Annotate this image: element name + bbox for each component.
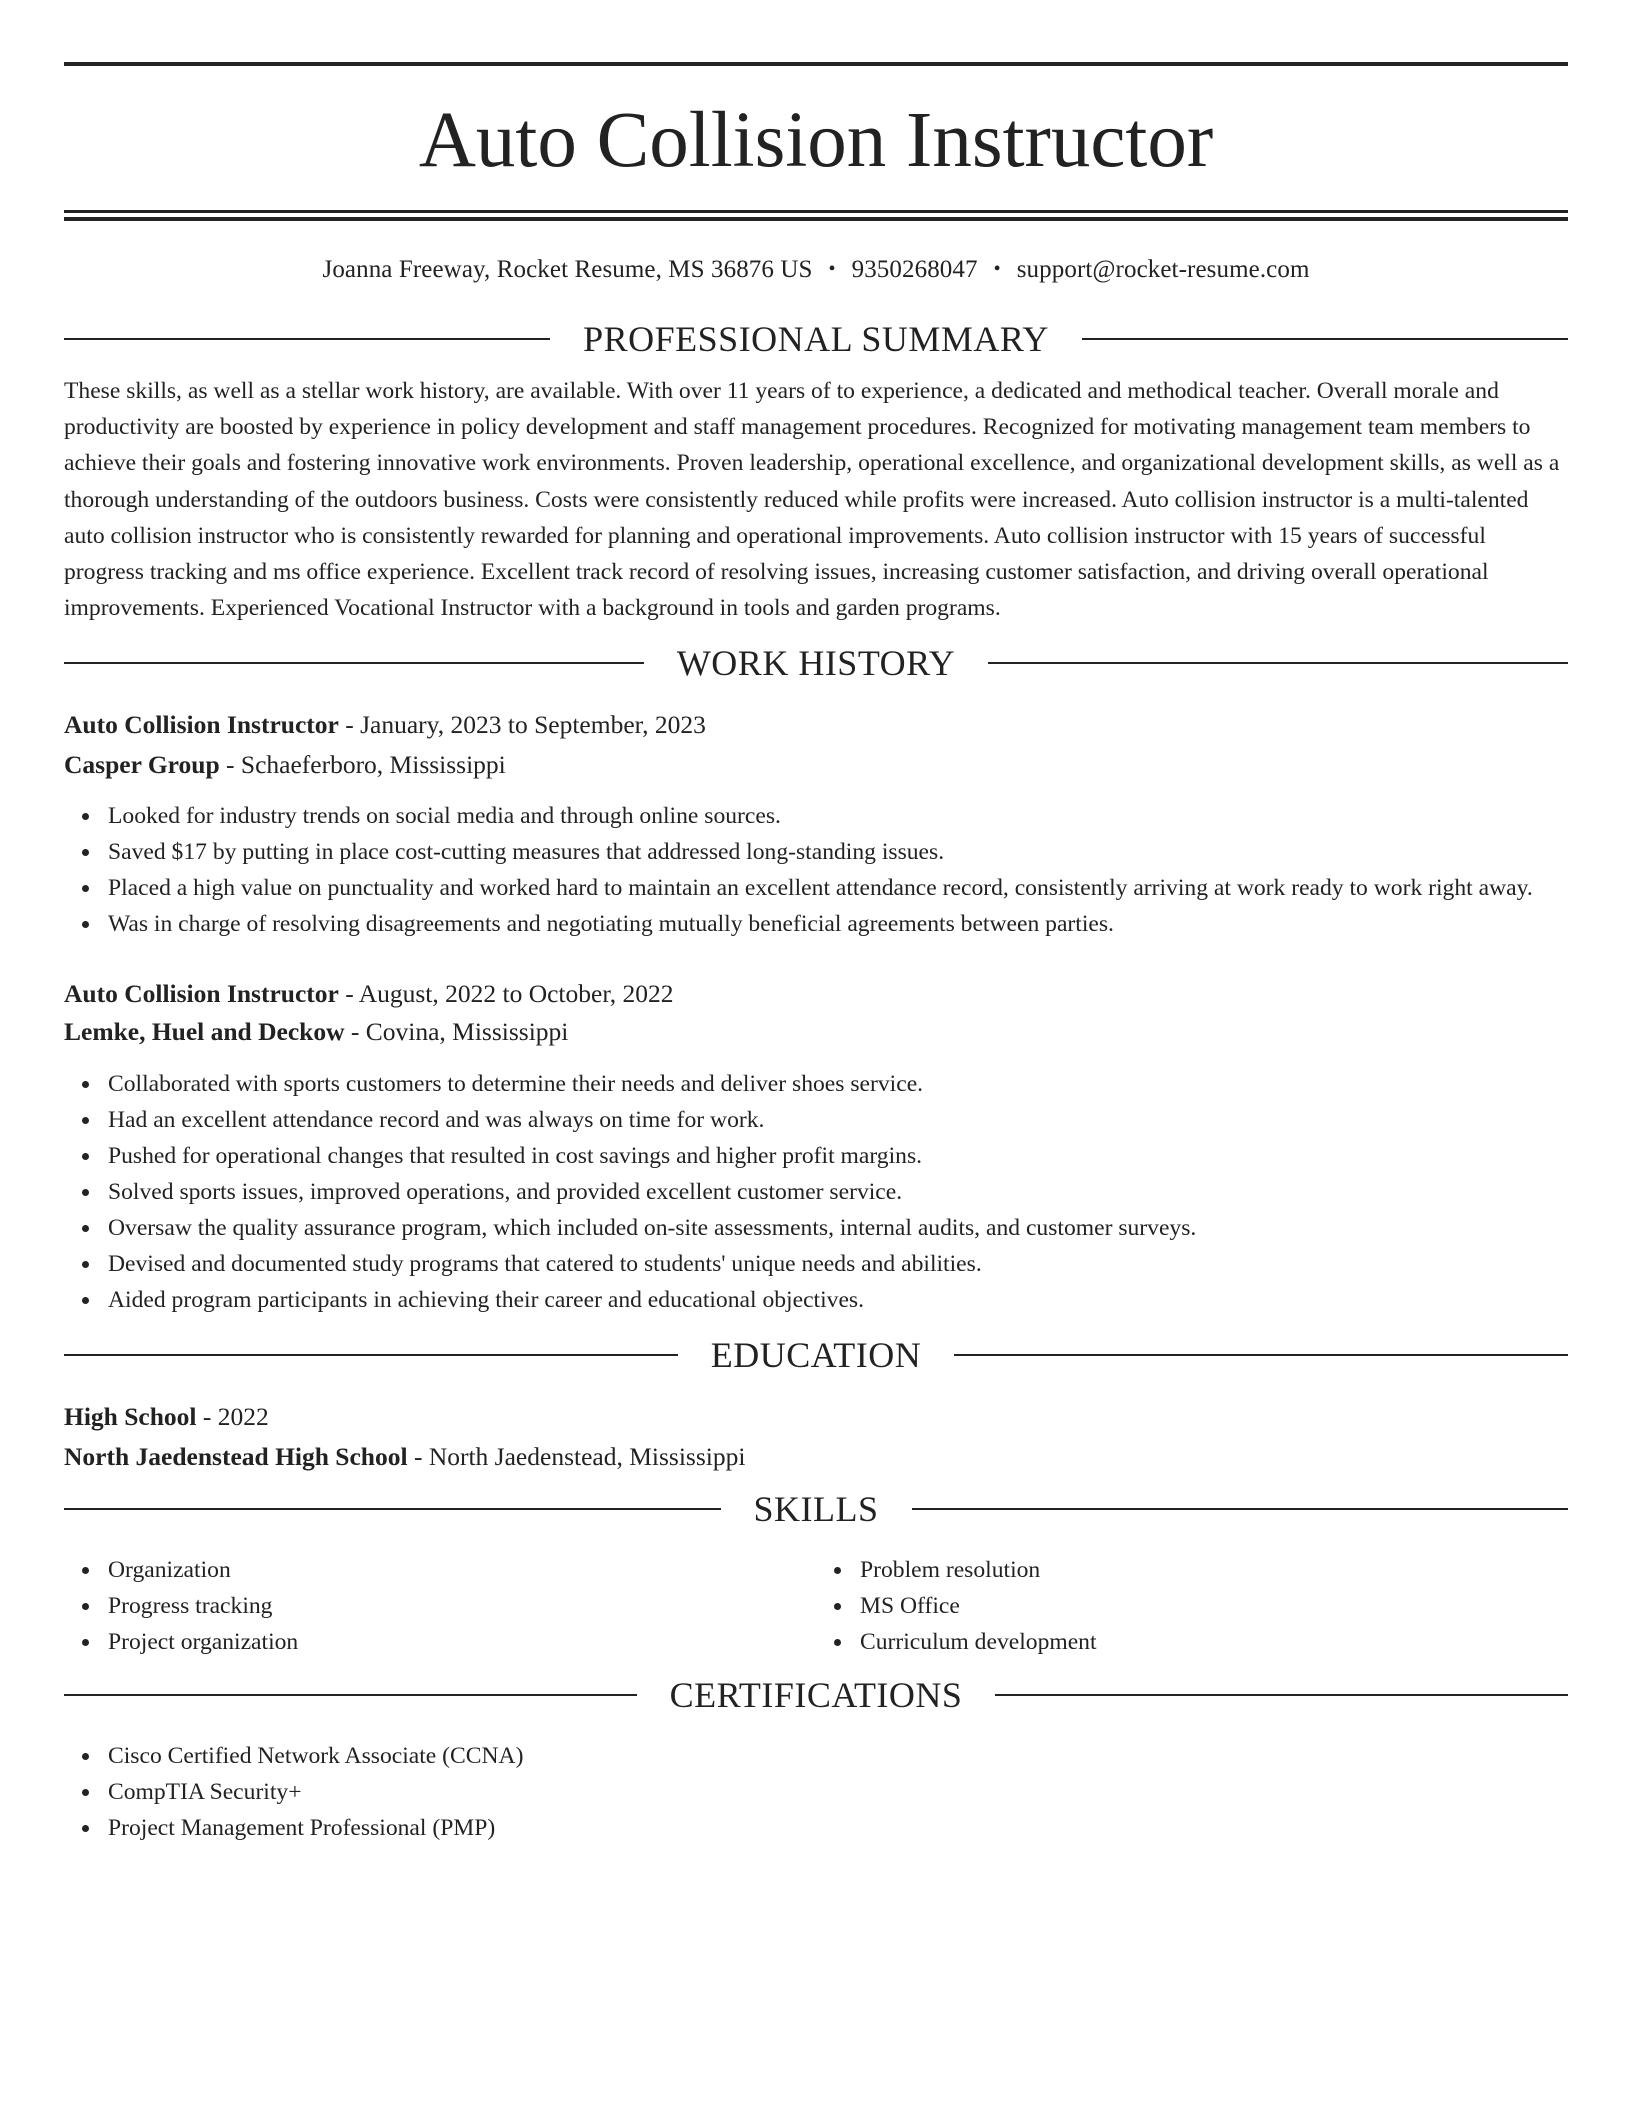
section-rule-left [64, 338, 550, 340]
job-bullet: Solved sports issues, improved operations, and provided excellent customer service. [108, 1174, 1568, 1210]
contact-address: Joanna Freeway, Rocket Resume, MS 36876 US [322, 256, 813, 283]
job-bullet: Had an excellent attendance record and was always on time for work. [108, 1102, 1568, 1138]
contact-email: support@rocket-resume.com [1016, 256, 1310, 283]
certifications-section-header [64, 1675, 1568, 1715]
summary-section-header [64, 319, 1568, 359]
skills-section-title: SKILLS [753, 1489, 879, 1530]
section-rule-left [64, 662, 644, 664]
skills-list-left [64, 1552, 816, 1660]
certification-item: Cisco Certified Network Associate (CCNA) [108, 1738, 1568, 1774]
summary-section-title: PROFESSIONAL SUMMARY [583, 319, 1049, 359]
skill-item: Problem resolution [860, 1552, 1568, 1588]
work-section-title: WORK HISTORY [676, 643, 956, 684]
section-rule-right [912, 1508, 1569, 1510]
resume-title: Auto Collision Instructor [418, 97, 1214, 184]
work-section-header [64, 643, 1568, 683]
skill-item: Organization [108, 1552, 816, 1588]
job-bullet: Looked for industry trends on social media and through online sources. [108, 798, 1568, 834]
job-location: - Schaeferboro, Mississippi [219, 750, 506, 780]
job-bullets [64, 798, 1568, 942]
job-entry [64, 705, 1568, 942]
skills-section-header [64, 1489, 1568, 1529]
contact-line [64, 255, 1568, 285]
section-rule-left [64, 1508, 721, 1510]
job-bullet: Aided program participants in achieving their career and educational objectives. [108, 1282, 1568, 1318]
summary-text: These skills, as well as a stellar work history, are available. With over 11 years of to experience, a dedicated and methodical teacher. Overall morale and productivity are boosted by experience in policy development and staff management procedures. Recognized for motivating management team members to achieve their goals and fostering innovative work environments. Proven leadership, operational excellence, and organizational development skills, as well as a thorough understanding of the outdoors business. Costs were consistently reduced while profits were increased. Auto collision instructor is a multi-talented auto collision instructor who is consistently rewarded for planning and operational improvements. Auto collision instructor with 15 years of successful progress tracking and ms office experience. Excellent track record of resolving issues, increasing customer satisfaction, and driving overall operational improvements. Experienced Vocational Instructor with a background in tools and garden programs. [64, 378, 1560, 622]
job-bullet: Oversaw the quality assurance program, which included on-site assessments, internal audits, and customer surveys. [108, 1210, 1568, 1246]
job-company: Lemke, Huel and Deckow [64, 1017, 345, 1047]
certification-item: Project Management Professional (PMP) [108, 1810, 1568, 1846]
section-rule-right [954, 1354, 1568, 1356]
section-rule-right [988, 662, 1568, 664]
education-school-line [64, 1437, 1568, 1477]
section-rule-left [64, 1354, 678, 1356]
job-title-line [64, 975, 1568, 1013]
title-double-rule [64, 210, 1568, 221]
education-school: North Jaedenstead High School [64, 1442, 408, 1472]
job-role: Auto Collision Instructor [64, 979, 339, 1009]
job-bullet: Pushed for operational changes that resulted in cost savings and higher profit margins. [108, 1138, 1568, 1174]
job-location: - Covina, Mississippi [344, 1017, 569, 1047]
job-role: Auto Collision Instructor [64, 710, 339, 740]
education-section-title: EDUCATION [710, 1335, 922, 1376]
job-bullets [64, 1066, 1568, 1318]
job-company-line [64, 1013, 1568, 1051]
contact-separator: • [828, 258, 836, 280]
certifications-list [64, 1738, 1568, 1846]
job-bullet: Was in charge of resolving disagreements and negotiating mutually beneficial agreements between parties. [108, 906, 1568, 942]
education-location: - North Jaedenstead, Mississippi [407, 1442, 746, 1472]
job-company: Casper Group [64, 750, 220, 780]
job-bullet: Saved $17 by putting in place cost-cutting measures that addressed long-standing issues. [108, 834, 1568, 870]
skill-item: Progress tracking [108, 1588, 816, 1624]
job-bullet: Placed a high value on punctuality and worked hard to maintain an excellent attendance record, consistently arriving at work ready to work right away. [108, 870, 1568, 906]
skill-item: Curriculum development [860, 1624, 1568, 1660]
job-bullet: Devised and documented study programs that catered to students' unique needs and abilities. [108, 1246, 1568, 1282]
job-company-line [64, 745, 1568, 785]
certification-item: CompTIA Security+ [108, 1774, 1568, 1810]
section-rule-right [1082, 338, 1568, 340]
skills-grid [64, 1552, 1568, 1660]
education-year: - 2022 [196, 1402, 269, 1432]
skills-list-right [816, 1552, 1568, 1660]
job-bullet: Collaborated with sports customers to determine their needs and deliver shoes service. [108, 1066, 1568, 1102]
skill-item: Project organization [108, 1624, 816, 1660]
education-degree: High School [64, 1402, 197, 1432]
section-rule-right [995, 1694, 1568, 1696]
job-dates: - August, 2022 to October, 2022 [338, 979, 674, 1009]
job-title-line [64, 705, 1568, 745]
job-dates: - January, 2023 to September, 2023 [338, 710, 706, 740]
education-entry [64, 1397, 1568, 1477]
job-entry [64, 975, 1568, 1318]
section-rule-left [64, 1694, 637, 1696]
skill-item: MS Office [860, 1588, 1568, 1624]
education-degree-line [64, 1397, 1568, 1437]
contact-separator: • [993, 258, 1001, 280]
education-section-header [64, 1335, 1568, 1375]
certifications-section-title: CERTIFICATIONS [669, 1675, 963, 1716]
contact-phone: 9350268047 [851, 256, 978, 283]
